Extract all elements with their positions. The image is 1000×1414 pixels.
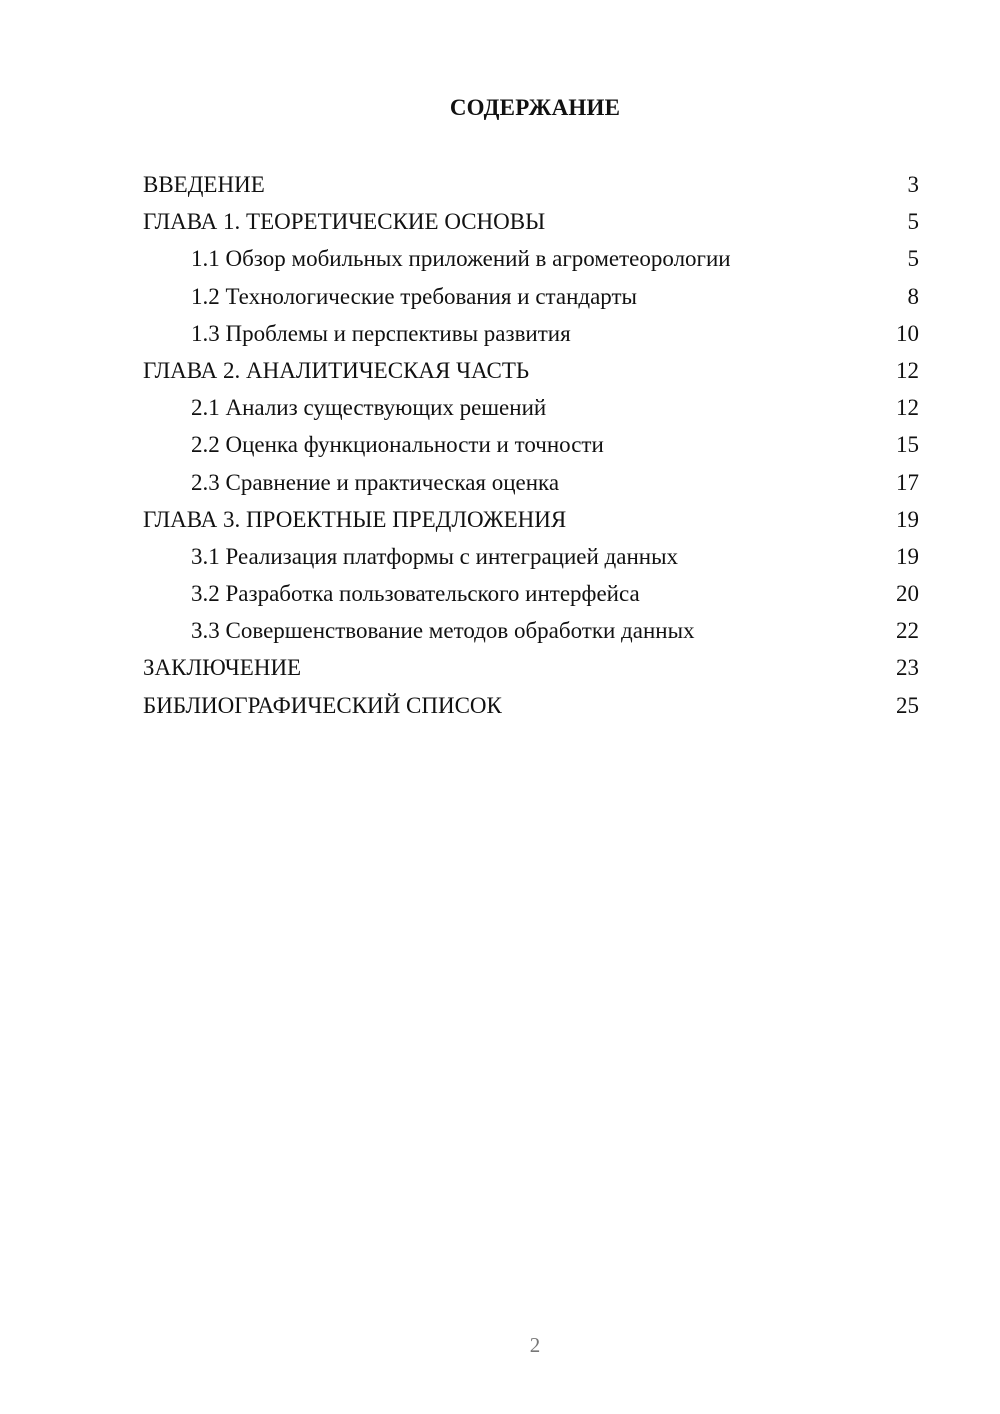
toc-entry-section-3-2[interactable]	[143, 575, 919, 612]
toc-entry-page: 17	[896, 469, 919, 495]
toc-entry-text: 2.1 Анализ существующих решений	[191, 395, 547, 421]
toc-entry-page: 10	[896, 320, 919, 346]
toc-entry-text: 2.2 Оценка функциональности и точности	[191, 432, 604, 458]
toc-entry-section-2-2[interactable]	[143, 426, 919, 463]
toc-entry-page: 22	[896, 618, 919, 644]
toc-entry-page: 8	[907, 283, 919, 309]
toc-entry-text: 3.2 Разработка пользовательского интерфейса	[191, 581, 640, 607]
toc-entry-chapter-1[interactable]	[143, 203, 919, 240]
toc-entry-text: 3.1 Реализация платформы с интеграцией данных	[191, 543, 679, 569]
toc-entry-bibliography[interactable]	[143, 687, 919, 724]
toc-entry-section-3-1[interactable]	[143, 538, 919, 575]
toc-entry-page: 25	[896, 692, 919, 718]
toc-entry-page: 15	[896, 432, 919, 458]
toc-entry-page: 19	[896, 543, 919, 569]
toc-entry-text: ГЛАВА 2. АНАЛИТИЧЕСКАЯ ЧАСТЬ	[143, 357, 530, 383]
toc-entry-text: 2.3 Сравнение и практическая оценка	[191, 469, 560, 495]
toc-entry-text: 1.3 Проблемы и перспективы развития	[191, 320, 571, 346]
toc-entry-text: 1.2 Технологические требования и стандарты	[191, 283, 637, 309]
toc-entry-page: 19	[896, 506, 919, 532]
toc-entry-section-1-1[interactable]	[143, 240, 919, 277]
table-of-contents	[143, 166, 919, 724]
toc-entry-page: 20	[896, 581, 919, 607]
toc-entry-page: 23	[896, 655, 919, 681]
toc-entry-chapter-3[interactable]	[143, 501, 919, 538]
page-number: 2	[529, 1333, 541, 1357]
toc-entry-section-3-3[interactable]	[143, 612, 919, 649]
toc-entry-text: 3.3 Совершенствование методов обработки данных	[191, 618, 695, 644]
toc-entry-introduction[interactable]	[143, 166, 919, 203]
toc-entry-text: ГЛАВА 1. ТЕОРЕТИЧЕСКИЕ ОСНОВЫ	[143, 209, 546, 235]
page-title: СОДЕРЖАНИЕ	[449, 95, 621, 120]
toc-entry-conclusion[interactable]	[143, 649, 919, 686]
toc-entry-text: БИБЛИОГРАФИЧЕСКИЙ СПИСОК	[143, 692, 502, 718]
toc-entry-page: 5	[907, 209, 919, 235]
toc-entry-page: 5	[907, 246, 919, 272]
toc-entry-page: 12	[896, 357, 919, 383]
toc-entry-section-2-1[interactable]	[143, 389, 919, 426]
toc-entry-chapter-2[interactable]	[143, 352, 919, 389]
toc-entry-text: ЗАКЛЮЧЕНИЕ	[143, 655, 302, 681]
toc-entry-text: 1.1 Обзор мобильных приложений в агрометеорологии	[191, 246, 731, 272]
toc-entry-section-2-3[interactable]	[143, 464, 919, 501]
toc-entry-section-1-2[interactable]	[143, 278, 919, 315]
toc-entry-section-1-3[interactable]	[143, 315, 919, 352]
toc-entry-text: ГЛАВА 3. ПРОЕКТНЫЕ ПРЕДЛОЖЕНИЯ	[143, 506, 567, 532]
toc-entry-page: 12	[896, 395, 919, 421]
toc-entry-text: ВВЕДЕНИЕ	[143, 172, 265, 197]
toc-entry-page: 3	[907, 172, 919, 197]
